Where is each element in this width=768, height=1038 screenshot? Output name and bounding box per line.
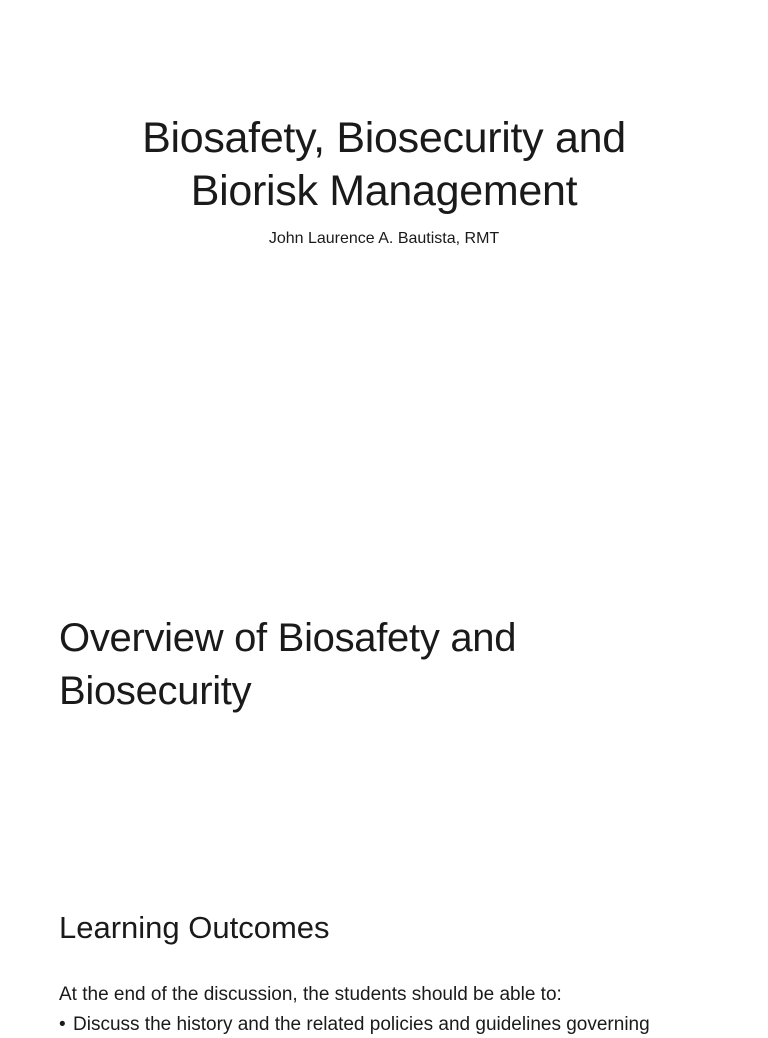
intro-paragraph: At the end of the discussion, the students should be able to: bbox=[59, 984, 562, 1005]
bullet-item bbox=[59, 1012, 768, 1038]
learning-outcomes-heading: Learning Outcomes bbox=[59, 910, 330, 945]
section-slide bbox=[0, 432, 768, 864]
section-title-line-2: Biosecurity bbox=[59, 669, 252, 713]
author-name: John Laurence A. Bautista, RMT bbox=[268, 230, 500, 247]
section-title bbox=[59, 612, 699, 718]
presentation-title-line-2: Biorisk Management bbox=[190, 167, 578, 215]
section-title-line-1: Overview of Biosafety and bbox=[59, 616, 517, 660]
presentation-title bbox=[0, 112, 768, 218]
title-slide bbox=[0, 0, 768, 432]
presentation-title-line-1: Biosafety, Biosecurity and bbox=[142, 114, 626, 162]
content-slide bbox=[0, 864, 768, 1035]
bullet-text: Discuss the history and the related policies and guidelines governing bbox=[73, 1014, 650, 1035]
bullet-marker: • bbox=[59, 1014, 66, 1035]
